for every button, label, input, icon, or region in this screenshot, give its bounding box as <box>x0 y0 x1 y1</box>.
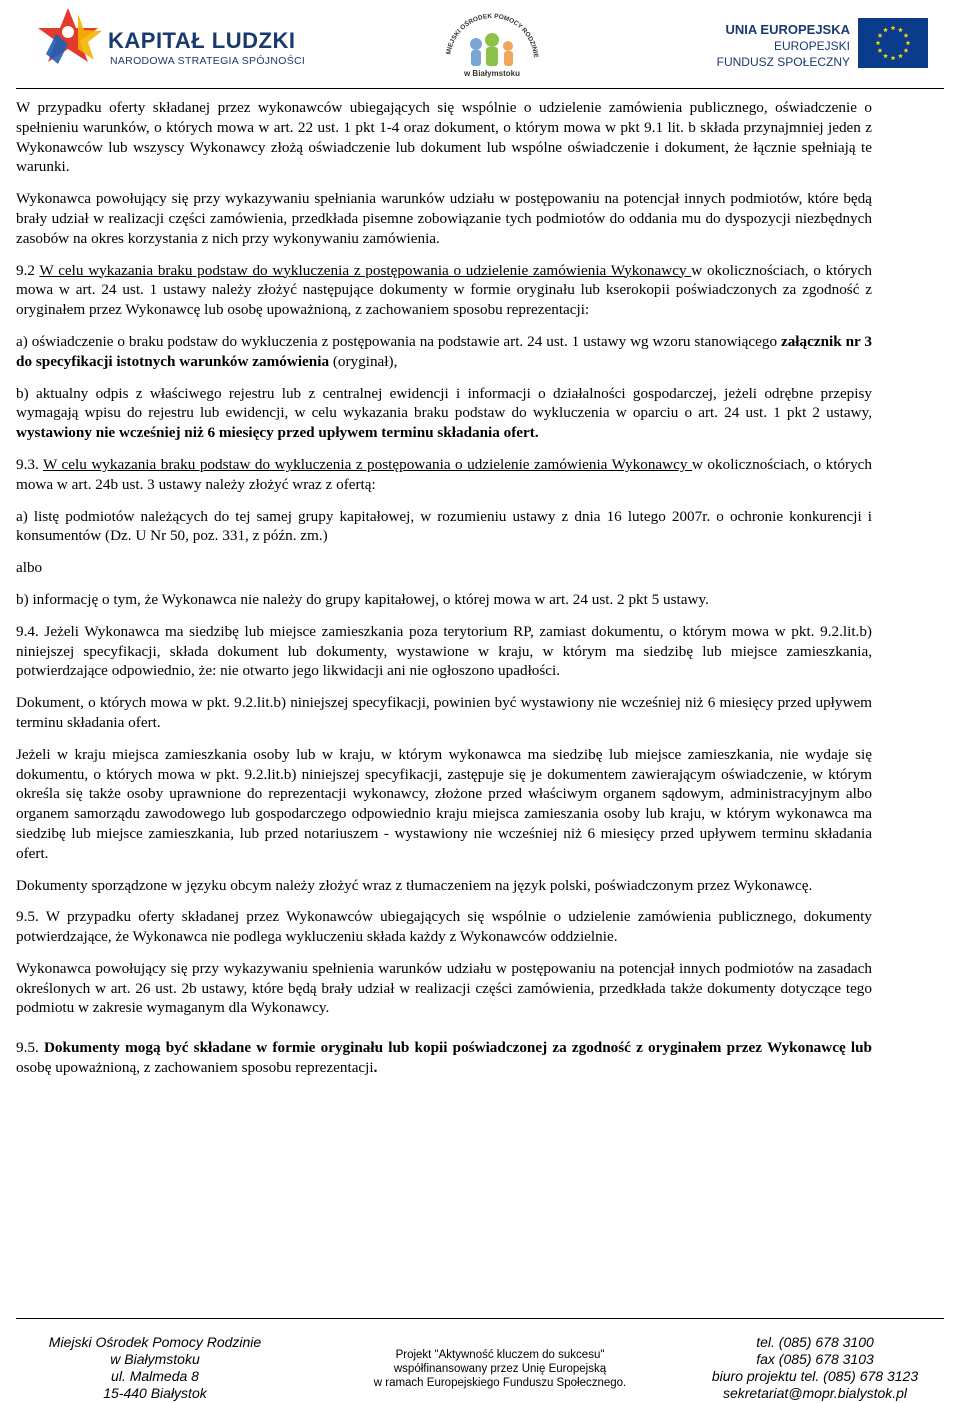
section-9-3 <box>16 455 872 495</box>
underlined-text: W celu wykazania braku podstaw do wykluczenia z postępowania o udzielenie zamówienia Wykonawcy <box>39 261 692 279</box>
page-header <box>0 0 960 90</box>
footer-postal: 15-440 Białystok <box>103 1385 207 1401</box>
bold-text: Dokumenty mogą być składane w formie oryginału lub kopii poświadczonej za zgodność z oryginałem przez Wykonawcę lub <box>43 1039 872 1057</box>
footer-org-name: Miejski Ośrodek Pomocy Rodzinie <box>48 1334 262 1350</box>
list-item-text: a) oświadczenie o braku podstaw do wykluczenia z postępowania na podstawie art. 24 ust. 1 ustawy wg wzoru stanowiącego <box>16 332 781 350</box>
kapital-ludzki-title: KAPITAŁ LUDZKI <box>108 28 296 53</box>
footer-street: ul. Malmeda 8 <box>111 1368 199 1384</box>
section-9-5-bold <box>16 1038 872 1078</box>
eu-line-2: EUROPEJSKI <box>773 39 850 53</box>
section-9-4: 9.4. Jeżeli Wykonawca ma siedzibę lub miejsce zamieszkania poza terytorium RP, zamiast dokumentu, o którym mowa w pkt. 9.2.lit.b) niniejszej specyfikacji, składa dokument lub dokumenty, wystawione w kraju, w którym ma siedzibę lub miejsce zamieszkania, potwierdzające odpowiednio, że: nie otwarto jego likwidacji ani nie ogłoszono upadłości. <box>16 622 872 680</box>
paragraph-text: w okolicznościach, o których mowa w art. 24b ust. 3 ustawy należy złożyć wraz z ofertą: <box>16 455 873 493</box>
section-9-5: 9.5. W przypadku oferty składanej przez Wykonawców ubiegających się wspólnie o udzielenie zamówienia publicznego, dokumenty potwierdzające, że Wykonawca nie podlega wykluczeniu składa każdy z Wykonawców oddzielnie. <box>16 908 872 946</box>
eu-flag-icon <box>858 18 928 68</box>
bold-text: . <box>373 1059 378 1077</box>
paragraph-text: osobę upoważnioną, z zachowaniem sposobu reprezentacji <box>16 1059 374 1077</box>
footer-phone: tel. (085) 678 3100 <box>756 1334 874 1350</box>
kapital-ludzki-logo <box>38 4 306 74</box>
footer-divider <box>16 1318 944 1319</box>
page-footer <box>0 1328 960 1403</box>
bold-text: załącznik nr 3 do specyfikacji istotnych warunków zamówienia <box>16 332 873 370</box>
list-item <box>16 332 872 372</box>
section-9-2 <box>16 261 872 320</box>
footer-address <box>30 1334 280 1402</box>
paragraph: Dokumenty sporządzone w języku obcym należy złożyć wraz z tłumaczeniem na język polski, poświadczonym przez Wykonawcę. <box>16 876 813 894</box>
footer-contact <box>680 1334 950 1402</box>
eu-line-1: UNIA EUROPEJSKA <box>725 22 850 37</box>
list-item: a) listę podmiotów należących do tej samej grupy kapitałowej, w rozumieniu ustawy z dnia 16 lutego 2007r. o ochronie konkurencji i konsumentów (Dz. U Nr 50, poz. 331, z późn. zm.) <box>16 507 872 545</box>
document-body <box>16 98 872 1090</box>
kapital-ludzki-star-icon <box>38 4 108 74</box>
footer-project-name: Projekt "Aktywność kluczem do sukcesu" <box>395 1349 605 1361</box>
list-item <box>16 384 872 443</box>
footer-email: sekretariat@mopr.bialystok.pl <box>722 1385 908 1401</box>
paragraph: Wykonawca powołujący się przy wykazywaniu spełniania warunków udziału w postępowaniu na potencjał innych podmiotów, które będą brały udział w realizacji części zamówienia, przedkłada pisemne zobowiązanie tych podmiotów do oddania mu do dyspozycji niezbędnych zasobów na okres korzystania z nich przy wykonywaniu zamówienia. <box>16 190 872 247</box>
eu-line-3: FUNDUSZ SPOŁECZNY <box>716 55 850 69</box>
paragraph: Jeżeli w kraju miejsca zamieszkania osoby lub w kraju, w którym wykonawca ma siedzibę lub miejsce zamieszkania, nie wydaje się dokumentu, o których mowa w pkt. 9.2.lit.b) niniejszej specyfikacji, zastępuje się je dokumentem zawierającym oświadczenie, w którym określa się także osoby uprawnione do reprezentacji wykonawcy, złożone przed właściwym organem sądowym, administracyjnym albo organem samorządu zawodowego lub gospodarczego odpowiednio kraju miejsca zamieszania osoby lub kraju, w którym wykonawca ma siedzibę lub miejsce zamieszkania, lub przed notariuszem - wystawiony nie wcześniej niż 6 miesięcy przed upływem terminu składania ofert. <box>16 745 872 862</box>
footer-fund: w ramach Europejskiego Funduszu Społecznego. <box>373 1377 627 1389</box>
mopr-logo-arc-text: MIEJSKI OŚRODEK POMOCY RODZINIE <box>445 12 539 59</box>
footer-project-phone: biuro projektu tel. (085) 678 3123 <box>711 1368 919 1384</box>
kapital-ludzki-subtitle: NARODOWA STRATEGIA SPÓJNOŚCI <box>110 55 306 67</box>
header-divider <box>16 88 944 89</box>
section-number: 9.2 <box>16 261 40 279</box>
eu-label <box>650 22 850 70</box>
mopr-logo-city: w Białymstoku <box>463 69 521 78</box>
underlined-text: W celu wykazania braku podstaw do wykluczenia z postępowania o udzielenie zamówienia Wykonawcy <box>43 455 692 473</box>
footer-project <box>350 1348 650 1390</box>
mopr-emblem-icon <box>438 2 546 80</box>
section-number: 9.5. <box>16 1039 44 1057</box>
footer-cofinanced: współfinansowany przez Unię Europejską <box>393 1363 607 1375</box>
list-item-text: b) aktualny odpis z właściwego rejestru lub z centralnej ewidencji i informacji o działalności gospodarczej, jeżeli odrębne przepisy wymagają wpisu do rejestru lub ewidencji, w celu wykazania braku podstaw do wykluczenia w oparciu o art. 24 ust. 1 pkt 2 ustawy, <box>16 384 872 422</box>
footer-fax: fax (085) 678 3103 <box>756 1351 874 1367</box>
paragraph: Dokument, o których mowa w pkt. 9.2.lit.b) niniejszej specyfikacji, powinien być wystawiony nie wcześniej niż 6 miesięcy przed upływem terminu składania ofert. <box>16 694 872 731</box>
paragraph-text: w okolicznościach, o których mowa w art. 24 ust. 1 ustawy należy złożyć następujące dokumenty w formie oryginału lub kserokopii poświadczonych za zgodność z oryginałem przez Wykonawcę lub osobę upoważnioną, z zachowaniem sposobu reprezentacji: <box>16 261 872 319</box>
list-item-text: (oryginał), <box>329 352 398 370</box>
paragraph: Wykonawca powołujący się przy wykazywaniu spełnienia warunków udziału w postępowaniu na potencjał innych podmiotów na zasadach określonych w art. 26 ust. 2b ustawy, które będą brały udział w realizacji części zamówienia, przedkłada także dokumenty dotyczące tego podmiotu w zakresie wymaganym dla Wykonawcy. <box>16 959 872 1017</box>
footer-org-city: w Białymstoku <box>110 1351 200 1367</box>
section-number: 9.3. <box>16 455 43 473</box>
paragraph: albo <box>16 559 43 577</box>
mopr-logo <box>438 2 546 80</box>
list-item: b) informację o tym, że Wykonawca nie należy do grupy kapitałowej, o której mowa w art. 24 ust. 2 pkt 5 ustawy. <box>16 590 709 608</box>
paragraph: W przypadku oferty składanej przez wykonawców ubiegających się wspólnie o udzielenie zamówienia publicznego, oświadczenie o spełnieniu warunków, o których mowa w art. 22 ust. 1 pkt 1-4 oraz dokument, o którym mowa w pkt 9.1 lit. b składa przynajmniej jeden z Wykonawców lub wszyscy Wykonawcy złożą oświadczenie lub dokument lub wspólne oświadczenie i dokument, że łącznie spełniają te warunki. <box>16 99 872 176</box>
bold-text: wystawiony nie wcześniej niż 6 miesięcy przed upływem terminu składania ofert. <box>16 424 539 442</box>
